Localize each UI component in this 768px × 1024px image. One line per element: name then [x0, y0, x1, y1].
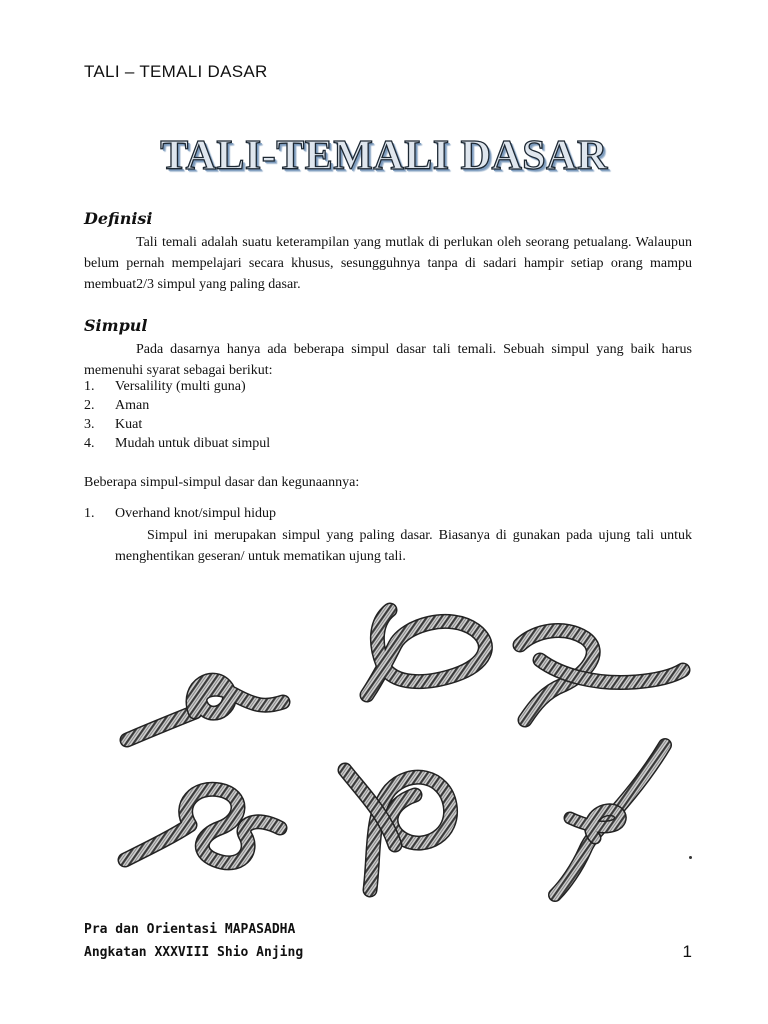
list-number: 4. — [84, 436, 95, 451]
overhand-knot-icon — [127, 680, 283, 740]
knot-description: Simpul ini merupakan simpul yang paling dasar. Biasanya di gunakan pada ujung tali untuk menghentikan geseran/ untuk mematikan ujung tali. — [115, 528, 692, 564]
definisi-paragraph: Tali temali adalah suatu keterampilan yang mutlak di perlukan oleh seorang petualang. Walaupun belum pernah mempelajari secara khusus, sesungguhnya tanpa di sadari hampir setiap orang mampu membuat2/3 simpul yang paling dasar. — [84, 235, 692, 292]
list-number: 1. — [84, 379, 95, 394]
list-text: Mudah untuk dibuat simpul — [115, 436, 271, 451]
footer-line-2: Angkatan XXXVIII Shio Anjing — [84, 945, 304, 960]
footer-line-1: Pra dan Orientasi MAPASADHA — [84, 922, 296, 937]
list-item — [84, 377, 270, 396]
knot-number: 1. — [84, 506, 95, 521]
knots-intro: Beberapa simpul-simpul dasar dan kegunaannya: — [84, 475, 360, 490]
list-text: Kuat — [115, 417, 143, 432]
list-item — [84, 415, 270, 434]
list-item — [84, 396, 270, 415]
list-item — [84, 434, 270, 453]
figure-eight-knot-icon — [125, 789, 280, 863]
scan-speck — [689, 856, 692, 859]
rope-crossing-icon — [520, 631, 683, 720]
requirements-list — [84, 377, 270, 453]
list-number: 3. — [84, 417, 95, 432]
rope-bight-icon — [345, 770, 451, 890]
running-header: TALI – TEMALI DASAR — [84, 62, 268, 81]
section-heading-definisi: Definisi — [84, 209, 153, 228]
section-heading-simpul: Simpul — [84, 316, 148, 335]
list-text: Aman — [115, 398, 150, 413]
knot-name: Overhand knot/simpul hidup — [115, 506, 276, 521]
rope-loop-icon — [367, 610, 485, 695]
knot-illustrations — [115, 590, 705, 910]
list-number: 2. — [84, 398, 95, 413]
page-number: 1 — [682, 942, 692, 961]
tied-rope-icon — [555, 745, 665, 895]
knot-item-1 — [84, 506, 276, 522]
list-text: Versalility (multi guna) — [115, 379, 246, 394]
simpul-paragraph: Pada dasarnya hanya ada beberapa simpul dasar tali temali. Sebuah simpul yang baik harus memenuhi syarat sebagai berikut: — [84, 342, 692, 378]
page-title: TALI-TEMALI DASAR — [160, 133, 608, 179]
